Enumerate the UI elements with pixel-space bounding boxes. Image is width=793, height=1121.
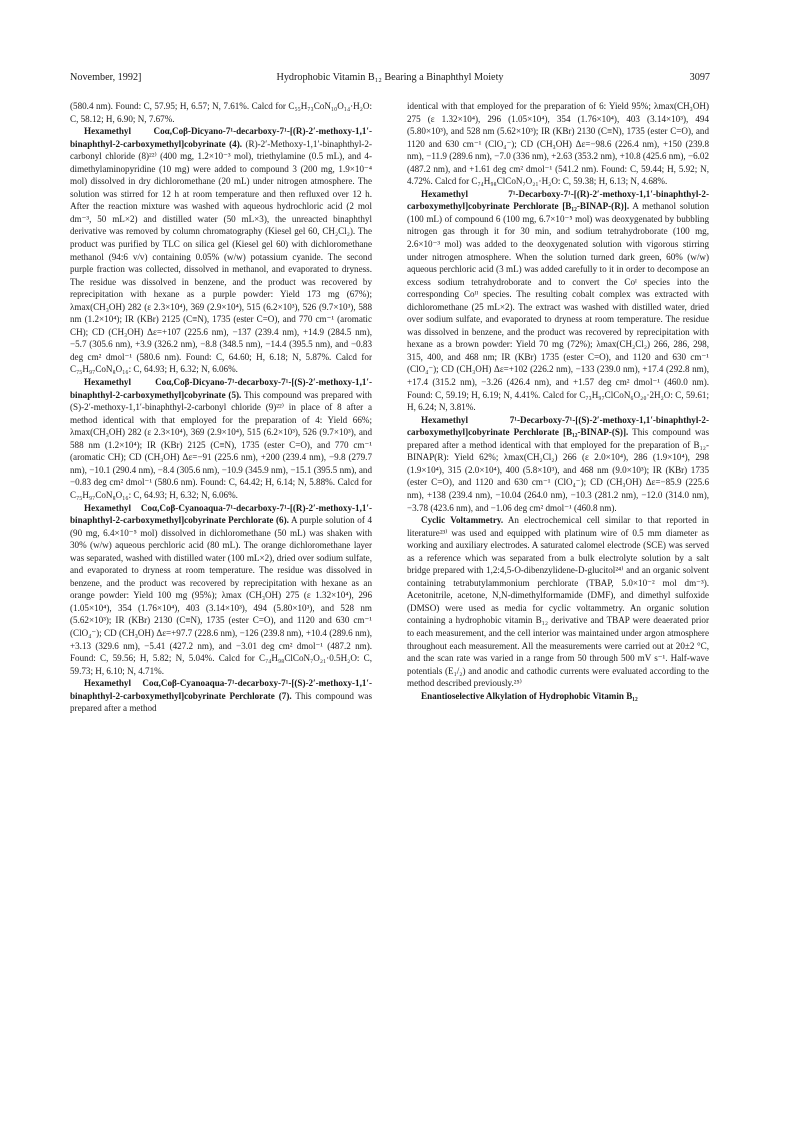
paragraph-heading: Hexamethyl Coα,Coβ-Dicyano-7¹-decarboxy-7¹-[(R)-2′-methoxy-1,1′-binaphthyl-2-carboxymethyl]cobyrinate (4). [70, 126, 372, 149]
paragraph [70, 502, 372, 678]
right-column [407, 100, 709, 702]
paragraph-text: This compound was prepared after a method [70, 690, 372, 714]
paragraph [407, 690, 709, 703]
paragraph-text: An electrochemical cell similar to that reported in literature²³⁾ was used and equipped with platinum wire of 0.5 mm diameter as working and auxiliary electrodes. A saturated calomel electrode (SCE) was served as a reference which was separated from a bulk electrolyte solution by a salt bridge prepared with 1,2:4,5-O-dibenzylidene-D-glucitol²⁴⁾ and an organic solvent containing tetrabutylammonium perchlorate (TBAP, 5.0×10⁻² mol dm⁻³). Acetonitrile, acetone, N,N-dimethylformamide (DMF), and dimethyl sulfoxide (DMSO) were used as media for cyclic voltammetry. An organic solution containing a hydrophobic vitamin B₁₂ derivative and TBAP were deaerated prior to each measurement, and the cell interior was maintained under argon atmosphere throughout each measurement. All the measurements were carried out at 20±2 °C, and the scan rate was varied in a range from 50 through 500 mV s⁻¹. Half-wave potentials (E₁/₂) and anodic and cathodic currents were evaluated according to the method described previously.²⁵⁾ [407, 515, 709, 689]
paragraph-heading: Hexamethyl 7¹-Decarboxy-7¹-[(S)-2′-methoxy-1,1′-binaphthyl-2-carboxymethyl]cobyrinate Perchlorate [B₁₂-BINAP-(S)]. [407, 414, 709, 438]
left-column [70, 100, 372, 715]
paragraph-heading: Hexamethyl Coα,Coβ-Dicyano-7¹-decarboxy-7¹-[(S)-2′-methoxy-1,1′-binaphthyl-2-carboxymethyl]cobyrinate (5). [70, 377, 372, 400]
paragraph-text: (R)-2′-Methoxy-1,1′-binaphthyl-2-carbonyl chloride (8)²²⁾ (400 mg, 1.2×10⁻³ mol), triethylamine (0.5 mL), and 4-dimethylaminopyridine (10 mg) were added to compound 3 (200 mg, 1.9×10⁻⁴ mol) dissolved in dry dichloromethane (20 mL) under nitrogen atmosphere. The solution was stirred for 12 h at room temperature and then refluxed over 12 h. After the reaction mixture was washed with aqueous hydrochloric acid (2 mol dm⁻³, 50 mL×2) and distilled water (50 mL×3), the unreacted binaphthyl derivative was removed by column chromatography (Kiesel gel 60, CH₂Cl₂). The product was purified by TLC on silica gel (Kiesel gel 60) with dichloromethane methanol (94:6 v/v) containing 0.05% (w/w) potassium cyanide. The second purple fraction was collected, dissolved in methanol, and evaporated to dryness. The residue was dissolved in benzene, and the product was recovered by reprecipitation with hexane as a purple powder: Yield 173 mg (67%); λmax(CH₃OH) 282 (ε 2.3×10⁴), 369 (2.9×10⁴), 515 (6.2×10³), 526 (9.7×10³), 588 nm (1.2×10⁴); IR (KBr) 2125 (C≡N), 1735 (ester C=O), and 770 cm⁻¹ (aromatic CH); CD (CH₃OH) Δε=+107 (225.6 nm), −137 (239.4 nm), +14.9 (284.5 nm), −5.7 (305.6 nm), +3.9 (326.2 nm), −8.8 (348.5 nm), −14.4 (395.5 nm), and −0.83 deg cm² dmol⁻¹ (580.6 nm). Found: C, 64.60; H, 6.18; N, 5.87%. Calcd for C₇₅H₉₇CoN₈O₁₆: C, 64.93; H, 6.32; N, 6.06%. [70, 138, 372, 375]
paragraph-text: This compound was prepared with (S)-2′-methoxy-1,1′-binaphthyl-2-carbonyl chloride (9)²²⁾ in place of 8 after a method identical with that employed for the preparation of 4: Yield 66%; λmax(CH₃OH) 282 (ε 2.3×10⁴), 369 (2.9×10⁴), 515 (6.2×10³), 526 (9.7×10³), and 588 nm (1.2×10⁴); IR (KBr) 2125 (C≡N), 1735 (ester C=O), and 770 cm⁻¹ (aromatic CH); CD (CH₃OH) Δε=−91 (225.6 nm), +200 (239.4 nm), −9.8 (279.7 nm), −10.1 (290.4 nm), −8.4 (305.6 nm), −10.9 (345.9 nm), −15.1 (395.5 nm), and −0.83 deg cm² dmol⁻¹ (580.6 nm). Found: C, 64.42; H, 6.14; N, 5.88%. Calcd for C₇₅H₉₇CoN₈O₁₆: C, 64.93; H, 6.32; N, 6.06%. [70, 389, 372, 500]
running-header [70, 72, 710, 86]
paragraph-heading: Enantioselective Alkylation of Hydrophobic Vitamin B₁₂ [421, 690, 638, 701]
paragraph [70, 100, 372, 125]
header-title: Hydrophobic Vitamin B₁₂ Bearing a Binaphthyl Moiety [276, 72, 504, 83]
paragraph [70, 376, 372, 501]
paragraph-text: A methanol solution (100 mL) of compound 6 (100 mg, 6.7×10⁻⁵ mol) was deoxygenated by bubbling nitrogen gas through it for 30 min, and sodium tetrahydroborate (100 mg, 2.6×10⁻³ mol) was added to the deoxygenated solution with vigorous stirring under nitrogen atmosphere. When the solution turned dark green, 60% (w/w) aqueous perchloric acid (3 mL) was added carefully to it in order to decompose an excess sodium tetrahydroborate and to convert the Coᴵ species into the corresponding Coᴵᴵ species. The resulting cobalt complex was extracted with dichloromethane (25 mL×2). The extract was washed with distilled water, dried over sodium sulfate, and evaporated to dryness at room temperature. The residue was dissolved in benzene, and the product was recovered by reprecipitation with hexane as a brown powder: Yield 70 mg (72%); λmax(CH₂Cl₂) 266, 286, 298, 315, 400, and 468 nm; IR (KBr) 1735 (ester C=O), and 1120 and 630 cm⁻¹ (ClO₄⁻); CD (CH₃OH) Δε=+102 (226.2 nm), −133 (239.0 nm), +17.4 (292.8 nm), +17.4 (315.2 nm), −3.26 (426.4 nm), and +1.57 deg cm² dmol⁻¹ (460.0 nm). Found: C, 59.19; H, 6.19; N, 4.41%. Calcd for C₇₃H₉₇ClCoN₆O₂₀·2H₂O: C, 59.61; H, 6.24; N, 3.81%. [407, 201, 710, 413]
paragraph-heading: Hexamethyl 7¹-Decarboxy-7¹-[(R)-2′-methoxy-1,1′-binaphthyl-2-carboxymethyl]cobyrinate Perchlorate [B₁₂-BINAP-(R)]. [407, 188, 709, 212]
paragraph [407, 188, 709, 414]
paragraph-heading: Cyclic Voltammetry. [421, 515, 504, 526]
paragraph [70, 677, 372, 715]
paragraph-text: (580.4 nm). Found: C, 57.95; H, 6.57; N, 7.61%. Calcd for C₅₅H₇₃CoN₁₀O₁₄·H₂O: C, 58.12; H, 6.90; N, 7.67%. [70, 101, 372, 124]
paragraph [70, 125, 372, 376]
paragraph [407, 414, 709, 514]
paragraph-heading: Hexamethyl Coα,Coβ-Cyanoaqua-7¹-decarboxy-7¹-[(S)-2′-methoxy-1,1′-binaphthyl-2-carboxymethyl]cobyrinate Perchlorate (7). [70, 678, 372, 701]
paragraph [407, 514, 709, 690]
paragraph [407, 100, 709, 188]
paragraph-text: This compound was prepared after a method identical with that employed for the preparation of B₁₂-BINAP(R): Yield 62%; λmax(CH₂Cl₂) 266 (ε 2.0×10⁴), 286 (1.9×10⁴), 298 (1.9×10⁴), 315 (2.0×10⁴), 400 (5.8×10³), and 468 nm (9.0×10³); IR (KBr) 1735 (ester C=O), and 1120 and 630 cm⁻¹ (ClO₄⁻); CD (CH₃OH) Δε=−85.9 (225.6 nm), +138 (239.4 nm), −10.04 (264.0 nm), −10.3 (281.2 nm), −12.0 (314.0 nm), −3.78 (423.6 nm), and −1.06 deg cm² dmol⁻¹ (460.8 nm). [407, 427, 709, 513]
paragraph-text: identical with that employed for the preparation of 6: Yield 95%; λmax(CH₃OH) 275 (ε 1.32×10⁴), 296 (1.05×10⁴), 354 (1.76×10⁴), 403 (3.14×10³), 494 (5.80×10³), and 528 nm (5.62×10³); IR (KBr) 2130 (C≡N), 1735 (ester C=O), and 1120 and 630 cm⁻¹ (ClO₄⁻); CD (CH₃OH) Δε=−98.6 (226.4 nm), +150 (239.8 nm), −11.9 (289.6 nm), −7.0 (336 nm), +2.63 (353.2 nm), +10.8 (425.6 nm), −6.02 (487.2 nm), and +1.61 deg cm² dmol⁻¹ (541.2 nm). Found: C, 59.44; H, 5.92; N, 4.72%. Calcd for C₇₄H₉₈ClCoN₇O₂₁·H₂O: C, 59.38; H, 6.13; N, 4.68%. [407, 101, 709, 187]
header-date: November, 1992] [70, 72, 142, 83]
paragraph-heading: Hexamethyl Coα,Coβ-Cyanoaqua-7¹-decarboxy-7¹-[(R)-2′-methoxy-1,1′-binaphthyl-2-carboxymethyl]cobyrinate Perchlorate (6). [70, 502, 372, 526]
page-number: 3097 [689, 72, 710, 83]
paragraph-text: A purple solution of 4 (90 mg, 6.4×10⁻⁵ mol) dissolved in dichloromethane (50 mL) was shaken with 30% (w/w) aqueous perchloric acid (80 mL). The orange dichloromethane layer was separated, washed with distilled water (100 mL×2), dried over sodium sulfate, and evaporated to dryness at room temperature. The residue was dissolved in benzene, and the product was recovered by reprecipitation with hexane as an orange powder: Yield 100 mg (95%); λmax (CH₃OH) 275 (ε 1.32×10⁴), 296 (1.05×10⁴), 354 (1.76×10⁴), 403 (3.14×10³), 494 (5.80×10³), and 528 nm (5.62×10³); IR (KBr) 2130 (C≡N), 1735 (ester C=O), and 1120 and 630 cm⁻¹ (ClO₄⁻); CD (CH₃OH) Δε=+97.7 (228.6 nm), −126 (239.8 nm), +10.4 (289.6 nm), +3.13 (329.6 nm), −5.41 (427.2 nm), and −3.01 deg cm² dmol⁻¹ (487.2 nm). Found: C, 59.56; H, 5.82; N, 5.04%. Calcd for C₇₄H₉₈ClCoN₇O₂₁·0.5H₂O: C, 59.73; H, 6.10; N, 4.71%. [70, 515, 372, 676]
